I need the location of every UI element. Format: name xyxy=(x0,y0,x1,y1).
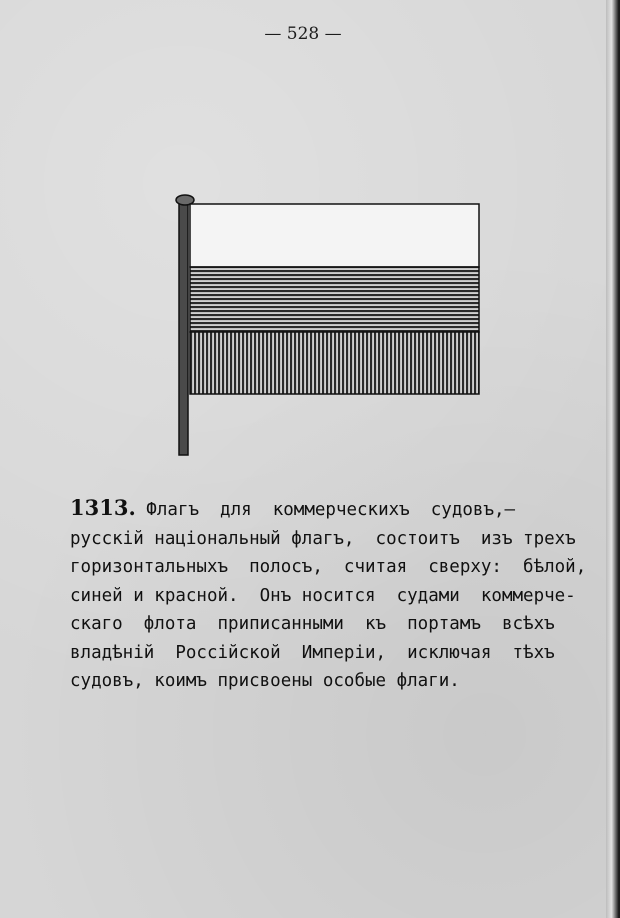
article-text xyxy=(70,494,610,696)
flag-stripe-white xyxy=(190,204,479,267)
page-edge xyxy=(606,0,620,918)
article-line: русскій національный флагъ, состоитъ изъ трехъ xyxy=(70,528,576,549)
article-line: судовъ, коимъ присвоены особые флаги. xyxy=(70,671,460,691)
article-number: 1313. xyxy=(70,495,136,520)
flag-stripe-blue xyxy=(190,267,479,332)
flag-stripe-red xyxy=(190,332,479,394)
page-number: — 528 — xyxy=(264,24,342,44)
article-line: владѣній Россійской Имперіи, исключая тѣхъ xyxy=(70,642,555,663)
flag-illustration xyxy=(170,190,490,460)
article-line: синей и красной. Онъ носится судами коммерче- xyxy=(70,585,576,606)
article-line: 1313. Флагъ для коммерческихъ судовъ,— xyxy=(70,495,516,520)
article-line: горизонтальныхъ полосъ, считая сверху: бѣлой, xyxy=(70,557,587,577)
flagpole xyxy=(179,200,188,455)
article-line: скаго флота приписанными къ портамъ всѣхъ xyxy=(70,614,555,634)
